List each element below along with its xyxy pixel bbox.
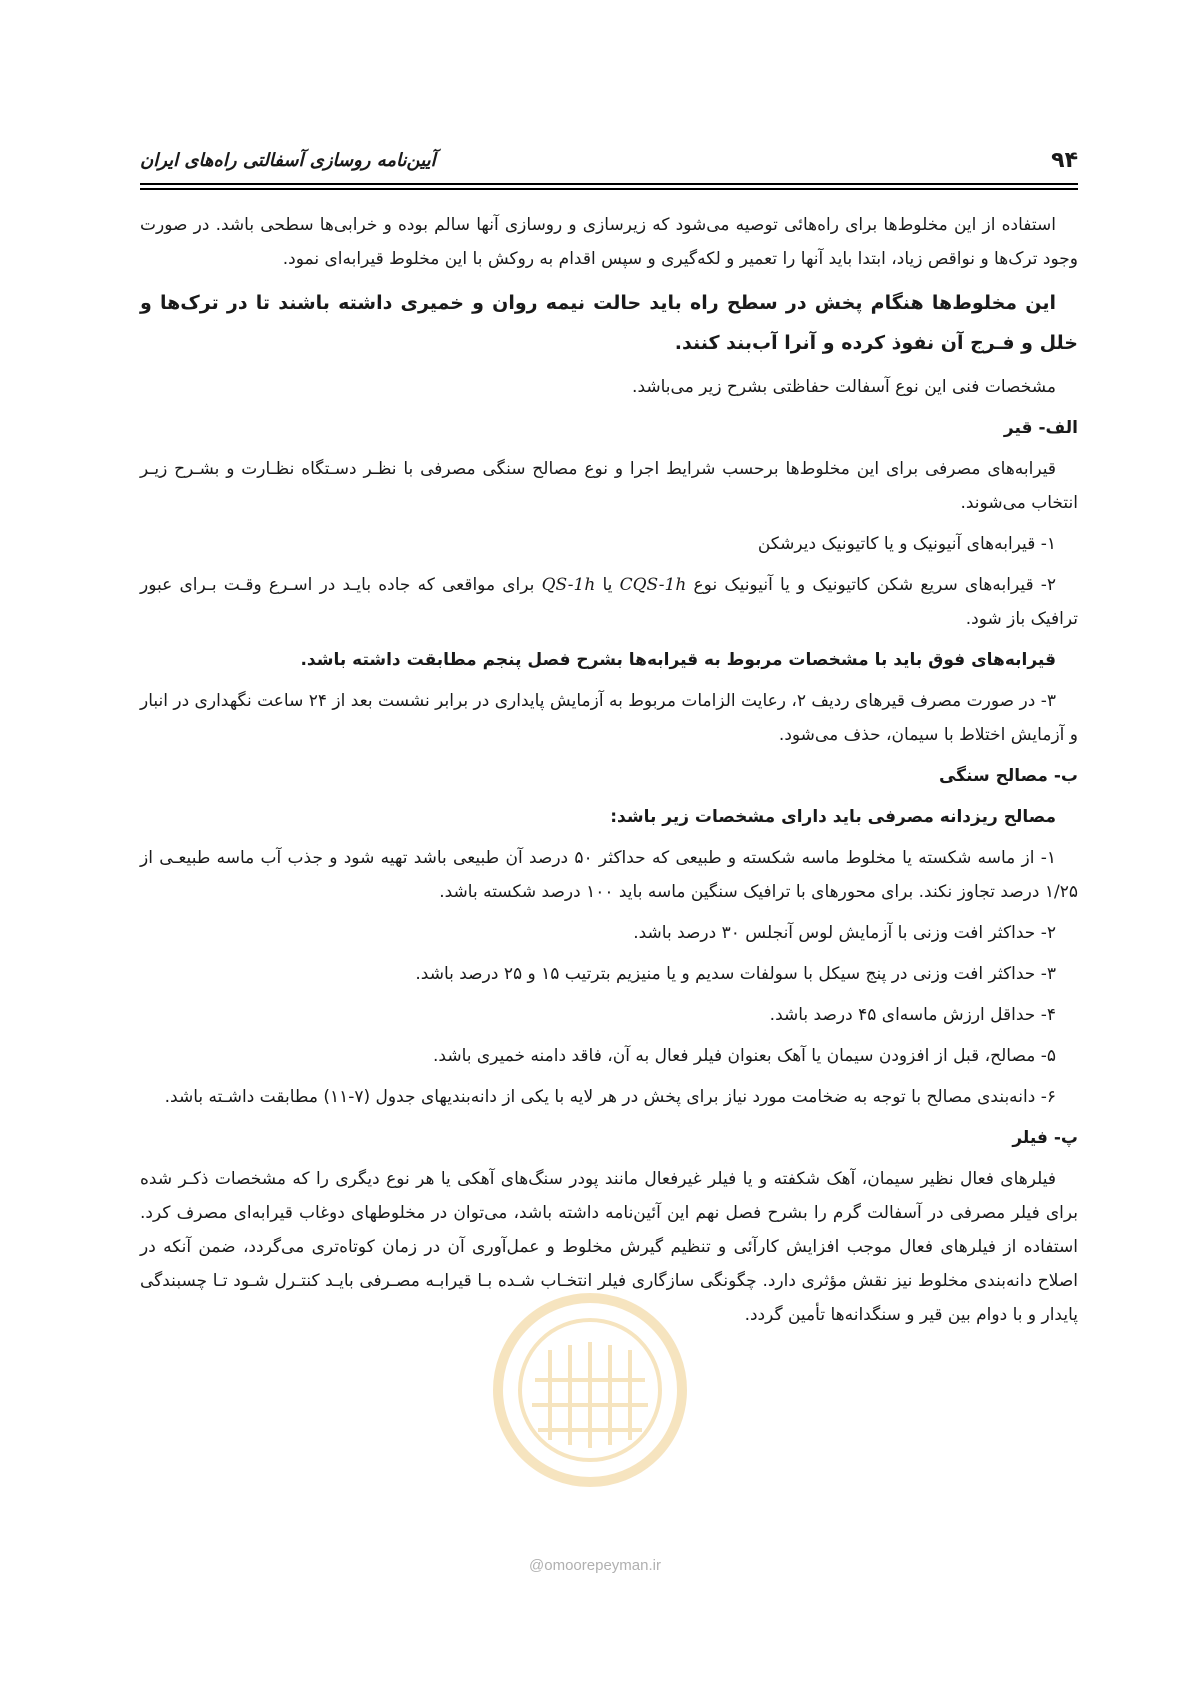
list-item-text: ۲- قیرابه‌های سریع شکن کاتیونیک و یا آنیونیک نوع: [693, 575, 1057, 595]
list-item-text: یا: [602, 575, 613, 595]
bold-paragraph: قیرابه‌های فوق باید با مشخصات مربوط به قیرابه‌ها بشرح فصل پنجم مطابقت داشته باشد.: [300, 650, 1056, 670]
paragraph: مشخصات فنی این نوع آسفالت حفاظتی بشرح زیر می‌باشد.: [632, 377, 1056, 397]
watermark-site: @omoorepeyman.ir: [529, 1557, 661, 1574]
header-rule-bottom: [140, 188, 1078, 190]
list-item: ۱- قیرابه‌های آنیونیک و یا کاتیونیک دیرشکن: [757, 534, 1056, 554]
list-item: ۳- در صورت مصرف قیرهای ردیف ۲، رعایت الزامات مربوط به آزمایش پایداری در برابر نشست بعد از ۲۴ ساعت نگهداری در انبار و آزمایش اختلاط با سیمان، حذف می‌شود.: [140, 691, 1078, 745]
section-heading-a: الف- قیر: [1003, 418, 1078, 438]
emulsion-code: CQS-1h: [619, 575, 687, 595]
section-heading-c: پ- فیلر: [1012, 1128, 1078, 1148]
paragraph: فیلرهای فعال نظیر سیمان، آهک شکفته و یا فیلر غیرفعال مانند پودر سنگ‌های آهکی یا هر نوع دیگری را که مشخصات ذکـر شده برای فیلر مصرفی در آسفالت گرم را بشرح فصل نهم این آئین‌نامه داشته باشد، می‌توان در مخلوطهای دوغاب قیرابه‌ای مصرف کرد. استفاده از فیلرهای فعال موجب افزایش کارآئی و تنظیم گیرش مخلوط و عمل‌آوری آن در زمان کوتاه‌تری می‌گردد، ضمن آنکه در اصلاح دانه‌بندی مخلوط نیز نقش مؤثری دارد. چگونگی سازگاری فیلر انتخـاب شـده بـا قیرابـه مصـرفی بایـد کنتـرل شـود تـا چسبندگی پایدار و با دوام بین قیر و سنگدانه‌ها تأمین گردد.: [140, 1169, 1078, 1325]
list-item: ۱- از ماسه شکسته یا مخلوط ماسه شکسته و طبیعی که حداکثر ۵۰ درصد آن طبیعی باشد تهیه شود و جذب آب ماسه طبیعـی از ۱/۲۵ درصد تجاوز نکند. برای محورهای با ترافیک سنگین ماسه باید ۱۰۰ درصد شکسته باشد.: [140, 848, 1078, 902]
running-title: آیین‌نامه روسازی آسفالتی راه‌های ایران: [140, 150, 436, 171]
emulsion-code: QS-1h: [541, 575, 596, 595]
list-item: ۴- حداقل ارزش ماسه‌ای ۴۵ درصد باشد.: [769, 1005, 1056, 1025]
paragraph: قیرابه‌های مصرفی برای این مخلوط‌ها برحسب شرایط اجرا و نوع مصالح سنگی مصرفی با نظـر دسـتگاه نظـارت و بشـرح زیـر انتخاب می‌شوند.: [140, 459, 1078, 513]
bold-paragraph: این مخلوط‌ها هنگام پخش در سطح راه باید حالت نیمه روان و خمیری داشته باشند تا در ترک‌ها و خلل و فـرج آن نفوذ کرده و آنرا آب‌بند کنند.: [140, 292, 1078, 354]
list-item: ۵- مصالح، قبل از افزودن سیمان یا آهک بعنوان فیلر فعال به آن، فاقد دامنه خمیری باشد.: [433, 1046, 1056, 1066]
section-heading-b: ب- مصالح سنگی: [938, 766, 1078, 786]
paragraph: استفاده از این مخلوط‌ها برای راه‌هائی توصیه می‌شود که زیرسازی و روسازی آنها سالم بوده و خرابی‌ها سطحی باشد. در صورت وجود ترک‌ها و نواقص زیاد، ابتدا باید آنها را تعمیر و لکه‌گیری و سپس اقدام به روکش با این مخلوط قیرابه‌ای نمود.: [140, 215, 1078, 269]
body-text: [140, 208, 1078, 1339]
list-item: ۶- دانه‌بندی مصالح با توجه به ضخامت مورد نیاز برای پخش در هر لایه با یکی از دانه‌بندیهای جدول (۷-۱۱) مطابقت داشـته باشد.: [164, 1087, 1056, 1107]
list-item: ۳- حداکثر افت وزنی در پنج سیکل با سولفات سدیم و یا منیزیم بترتیب ۱۵ و ۲۵ درصد باشد.: [415, 964, 1056, 984]
page-header: [140, 148, 1078, 180]
list-item-text: برای مواقعی که جاده بایـد در اسـرع وقـت بـرای عبور ترافیک باز شود.: [140, 575, 1078, 629]
header-rule-top: [140, 183, 1078, 185]
list-item: [140, 568, 1078, 636]
page-number: ۹۴: [1051, 148, 1078, 173]
list-item: ۲- حداکثر افت وزنی با آزمایش لوس آنجلس ۳۰ درصد باشد.: [633, 923, 1056, 943]
bold-paragraph: مصالح ریزدانه مصرفی باید دارای مشخصات زیر باشد:: [610, 807, 1056, 827]
